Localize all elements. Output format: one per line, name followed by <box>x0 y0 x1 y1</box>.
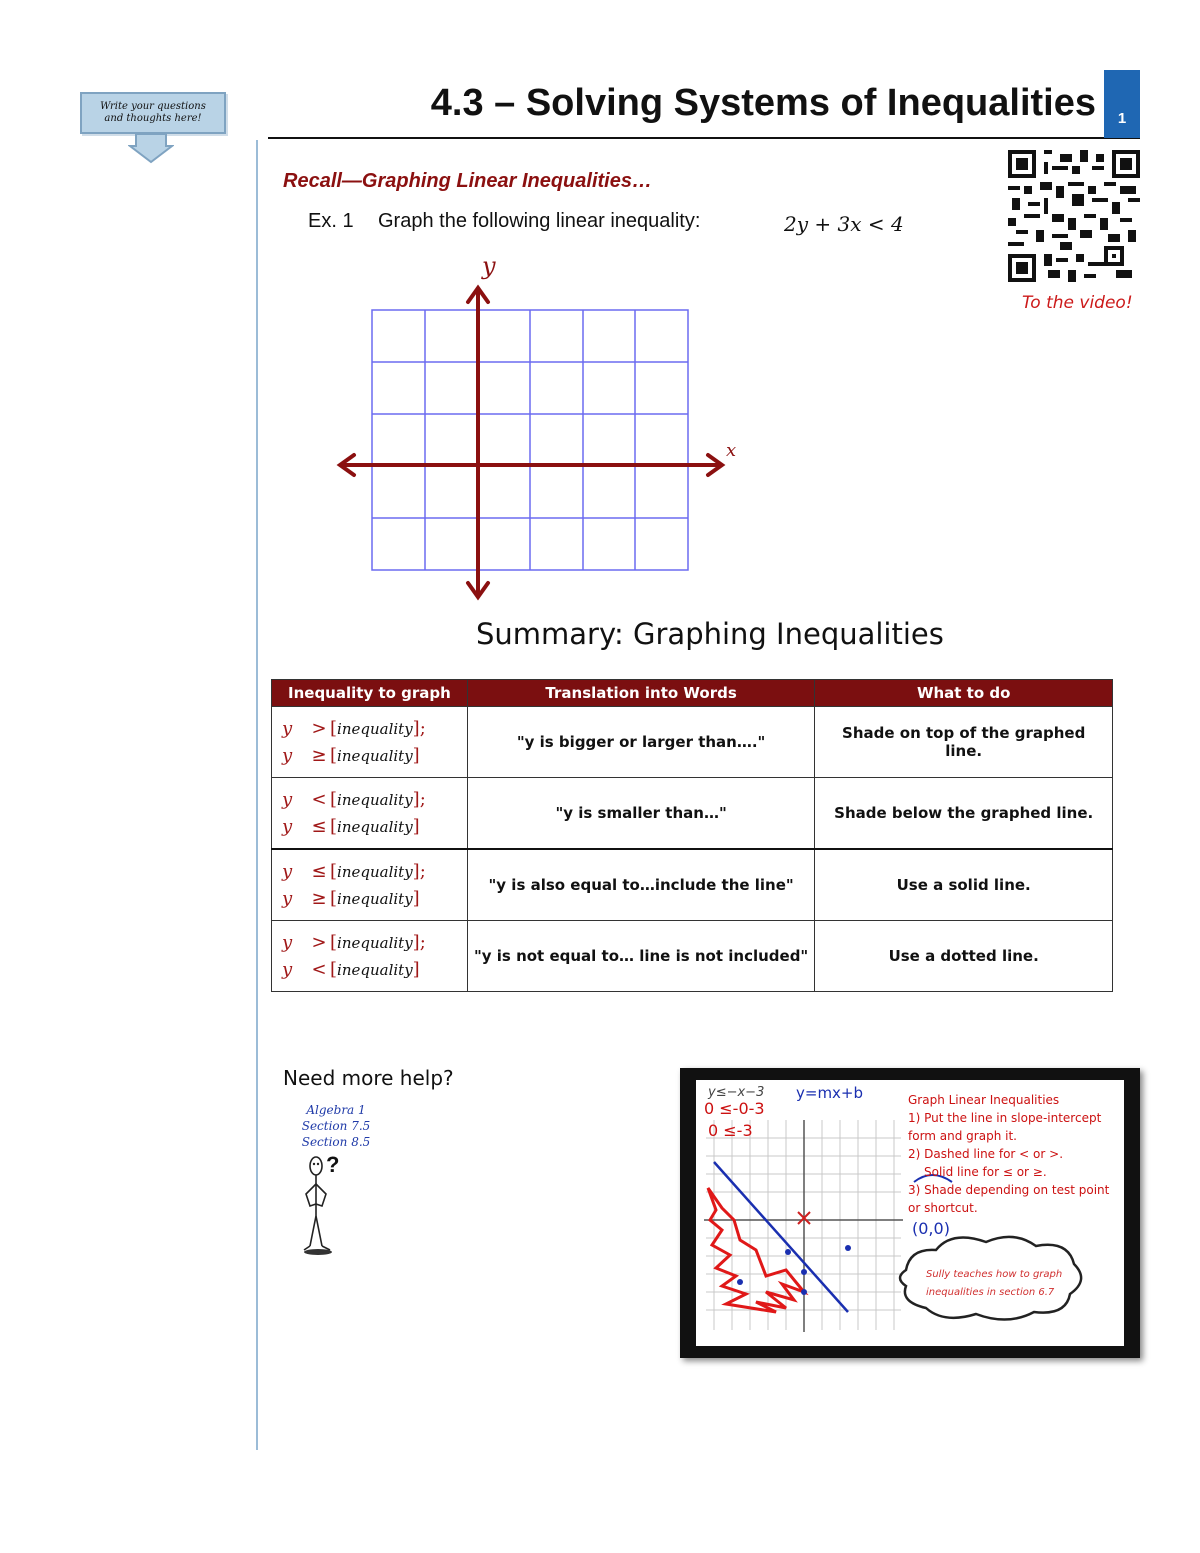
inequality-symbol: ≥ <box>311 745 327 766</box>
section-references <box>296 1102 376 1150</box>
coordinate-grid <box>330 250 750 610</box>
page-number-badge <box>1104 70 1140 138</box>
page-number: 1 <box>1117 110 1127 127</box>
title-underline <box>268 137 1140 139</box>
inequality-variable: y <box>282 888 293 909</box>
video-equation-1: y≤−x−3 <box>708 1085 765 1100</box>
translation-cell: "y is smaller than…" <box>467 778 815 850</box>
inequality-argument: inequality <box>337 863 413 881</box>
summary-title: Summary: Graphing Inequalities <box>476 617 944 651</box>
column-header: Inequality to graph <box>272 680 468 707</box>
inequality-argument: inequality <box>337 791 413 809</box>
inequality-variable: y <box>282 718 293 739</box>
inequality-separator: ; <box>419 789 426 810</box>
video-bubble-text: Sully teaches how to graph <box>926 1269 1063 1280</box>
reference-section: Section 7.5 <box>301 1119 371 1133</box>
need-help-heading: Need more help? <box>283 1066 454 1090</box>
video-equation-2: y=mx+b <box>796 1084 864 1102</box>
qr-caption: To the video! <box>1022 293 1133 313</box>
inequality-cell: y < [inequality]; y ≤ [inequality] <box>272 778 468 850</box>
action-cell: Shade below the graphed line. <box>815 778 1113 850</box>
translation-cell: "y is bigger or larger than…." <box>467 707 815 778</box>
video-steps-title: Graph Linear Inequalities <box>908 1093 1060 1107</box>
action-cell: Use a dotted line. <box>815 921 1113 992</box>
column-header: Translation into Words <box>467 680 815 707</box>
column-header: What to do <box>815 680 1113 707</box>
video-step: Solid line for ≤ or ≥. <box>924 1165 1047 1179</box>
video-step: 2) Dashed line for < or >. <box>908 1147 1064 1161</box>
inequality-argument: inequality <box>337 720 413 738</box>
inequality-cell: y > [inequality]; y < [inequality] <box>272 921 468 992</box>
video-work-2: 0 ≤-3 <box>708 1121 753 1140</box>
inequality-argument: inequality <box>337 818 413 836</box>
translation-cell: "y is not equal to… line is not included" <box>467 921 815 992</box>
page-title: 4.3 – Solving Systems of Inequalities <box>430 82 1096 124</box>
callout-arrow-icon <box>128 134 174 164</box>
action-cell: Shade on top of the graphed line. <box>815 707 1113 778</box>
question-mark: ? <box>326 1152 340 1177</box>
inequality-argument: inequality <box>337 934 413 952</box>
action-cell: Use a solid line. <box>815 849 1113 921</box>
video-test-point: (0,0) <box>912 1219 950 1238</box>
inequality-variable: y <box>282 816 293 837</box>
video-step: form and graph it. <box>908 1129 1017 1143</box>
example-number: Ex. 1 <box>308 210 354 232</box>
inequality-variable: y <box>282 789 293 810</box>
inequality-cell: y > [inequality]; y ≥ [inequality] <box>272 707 468 778</box>
summary-table <box>271 679 1113 992</box>
inequality-variable: y <box>282 861 293 882</box>
inequality-argument: inequality <box>337 747 413 765</box>
inequality-symbol: ≤ <box>311 816 327 837</box>
reference-section: Section 8.5 <box>301 1135 371 1149</box>
inequality-symbol: ≤ <box>311 861 327 882</box>
table-row <box>272 921 1113 992</box>
video-bubble-text: inequalities in section 6.7 <box>926 1287 1055 1298</box>
margin-note-line2: and thoughts here! <box>104 113 202 124</box>
inequality-variable: y <box>282 745 293 766</box>
example-prompt: Graph the following linear inequality: <box>378 210 701 232</box>
video-work-1: 0 ≤-0-3 <box>704 1099 765 1118</box>
reference-course: Algebra 1 <box>306 1103 366 1117</box>
inequality-variable: y <box>282 932 293 953</box>
translation-cell: "y is also equal to…include the line" <box>467 849 815 921</box>
inequality-argument: inequality <box>337 890 413 908</box>
inequality-separator: ; <box>419 861 426 882</box>
video-step: 3) Shade depending on test point <box>908 1183 1110 1197</box>
summary-header-row <box>272 680 1113 707</box>
video-step: 1) Put the line in slope-intercept <box>908 1111 1102 1125</box>
margin-rule <box>256 140 258 1450</box>
margin-note-callout <box>80 92 226 134</box>
inequality-cell: y ≤ [inequality]; y ≥ [inequality] <box>272 849 468 921</box>
table-row <box>272 707 1113 778</box>
margin-note-line1: Write your questions <box>100 101 206 112</box>
inequality-symbol: > <box>311 932 327 953</box>
inequality-separator: ; <box>419 932 426 953</box>
graph-y-label: y <box>482 252 496 280</box>
inequality-symbol: > <box>311 718 327 739</box>
inequality-symbol: ≥ <box>311 888 327 909</box>
inequality-argument: inequality <box>337 961 413 979</box>
graph-x-label: x <box>726 440 737 461</box>
inequality-separator: ; <box>419 718 426 739</box>
qr-code-icon[interactable] <box>1008 150 1140 282</box>
inequality-symbol: < <box>311 789 327 810</box>
video-step: or shortcut. <box>908 1201 978 1215</box>
table-row <box>272 849 1113 921</box>
inequality-variable: y <box>282 959 293 980</box>
example-equation: 2y + 3x < 4 <box>784 212 904 236</box>
table-row <box>272 778 1113 850</box>
inequality-symbol: < <box>311 959 327 980</box>
recall-heading: Recall—Graphing Linear Inequalities… <box>283 170 652 192</box>
